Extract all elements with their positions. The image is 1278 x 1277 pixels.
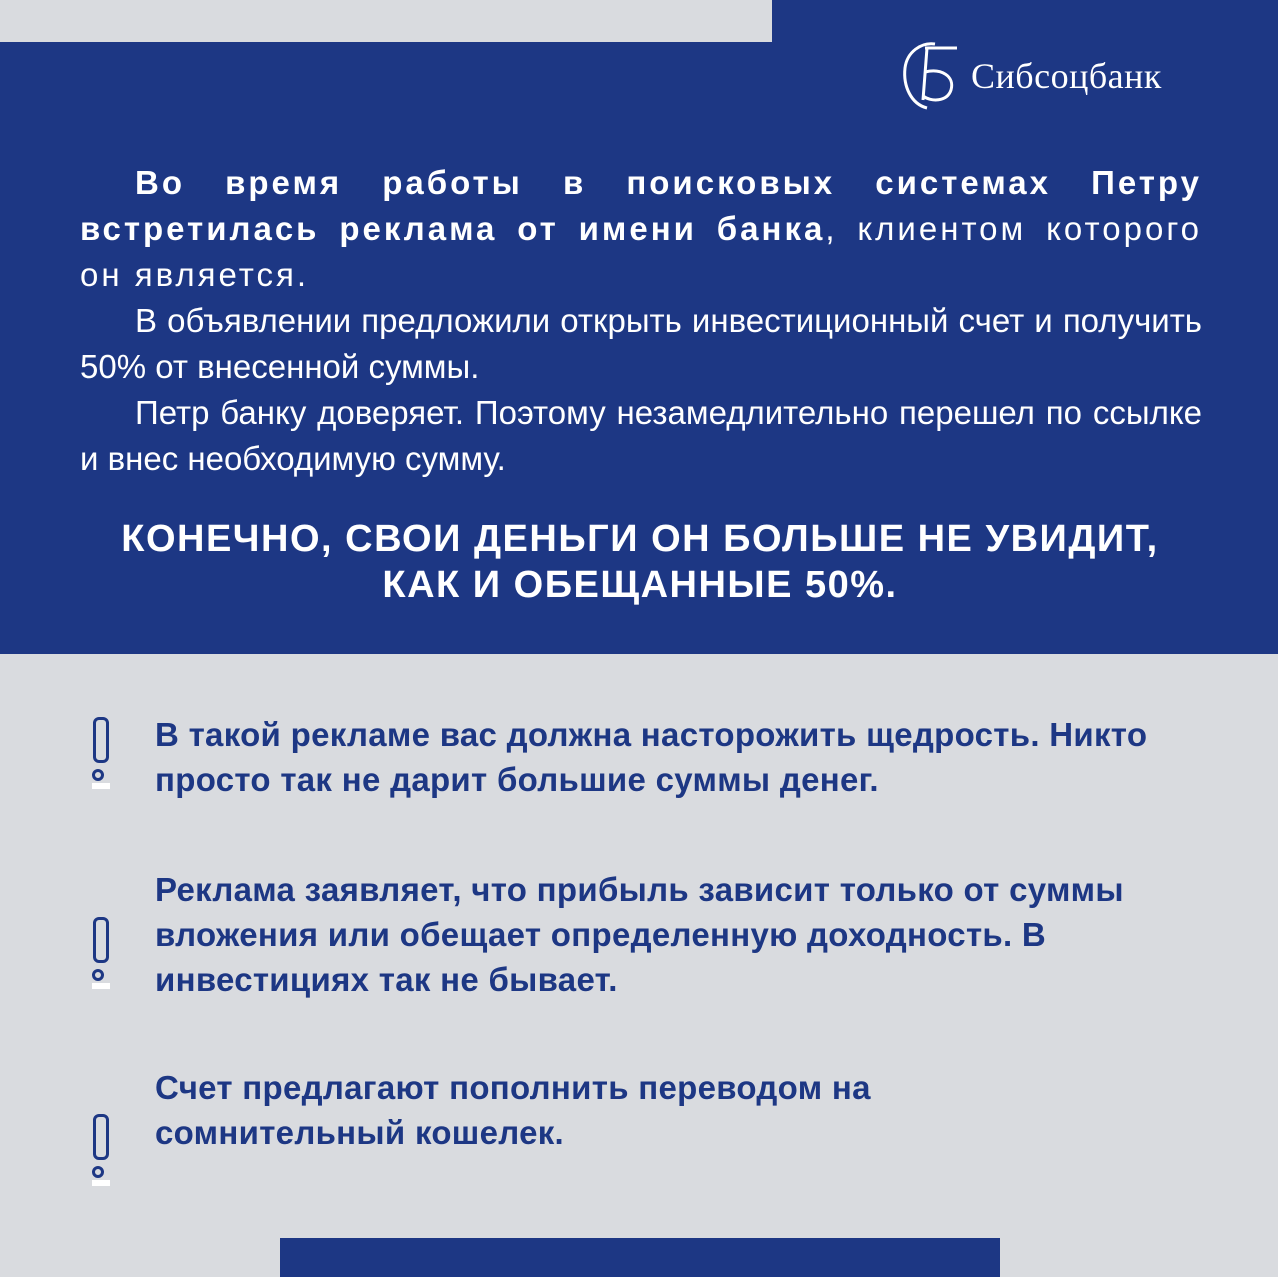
story-rest-text: , клиентом которого он является. bbox=[80, 210, 1202, 293]
tip-3: Счет предлагают пополнить переводом на сомнительный кошелек. bbox=[155, 1069, 871, 1151]
headline bbox=[60, 516, 1220, 608]
story-text bbox=[80, 160, 1202, 482]
top-grey-strip bbox=[0, 0, 772, 42]
story-paragraph-2: В объявлении предложили открыть инвестиционный счет и получить 50% от внесенной суммы. bbox=[80, 302, 1202, 385]
headline-line-1: КОНЕЧНО, СВОИ ДЕНЬГИ ОН БОЛЬШЕ НЕ УВИДИТ, bbox=[121, 518, 1159, 560]
exclamation-icon bbox=[90, 1114, 114, 1186]
exclamation-icon bbox=[90, 917, 114, 989]
story-bold-text: Во время работы в поисковых системах Петру встретилась реклама от имени банка bbox=[80, 164, 1202, 247]
bottom-bar bbox=[280, 1238, 1000, 1277]
story-paragraph-3: Петр банку доверяет. Поэтому незамедлительно перешел по ссылке и внес необходимую сумму. bbox=[80, 394, 1202, 477]
tip-2: Реклама заявляет, что прибыль зависит только от суммы вложения или обещает определенную доходность. В инвестициях так не бывает. bbox=[155, 871, 1124, 998]
brand-name: Сибсоцбанк bbox=[971, 56, 1162, 96]
exclamation-icon bbox=[90, 717, 114, 789]
headline-line-2: КАК И ОБЕЩАННЫЕ 50%. bbox=[382, 564, 898, 606]
sibsocbank-monogram-icon bbox=[895, 38, 965, 114]
top-blue-strip bbox=[772, 0, 1278, 42]
brand-logo bbox=[895, 38, 1162, 114]
tip-1: В такой рекламе вас должна насторожить щедрость. Никто просто так не дарит большие суммы денег. bbox=[155, 716, 1148, 798]
story-paragraph-1 bbox=[80, 160, 1202, 298]
